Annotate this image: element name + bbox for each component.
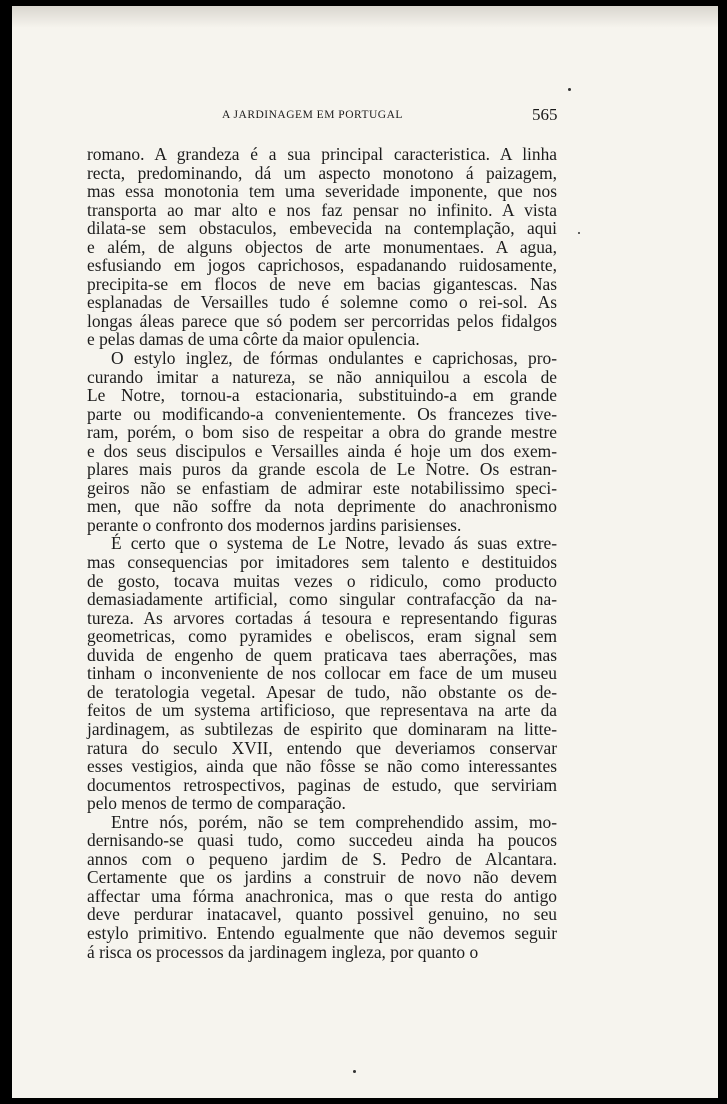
text-line: Entre nós, porém, não se tem comprehendido assim, mo- [111,811,557,832]
paragraph [87,349,557,534]
book-page [12,6,718,1098]
text-line: de gosto, tocava muitas vezes o ridiculo, como producto [87,570,557,591]
speck-mark [568,88,571,91]
text-line: e além, de alguns objectos de arte monumentaes. A agua, [87,236,557,257]
text-line: deve perdurar inatacavel, quanto possivel genuino, no seu [87,904,557,925]
text-line: ratura do seculo XVII, entendo que deveriamos conservar [87,737,557,758]
text-line: e dos seus discipulos e Versailles ainda é hoje um dos exem- [87,440,557,461]
text-line: esplanadas de Versailles tudo é solemne como o rei-sol. As [87,292,557,313]
text-line: tinham o inconveniente de nos collocar em face de um museu [87,663,557,684]
text-line: pelo menos de termo de comparação. [87,793,346,814]
text-line: tureza. As arvores cortadas á tesoura e representando figuras [87,607,557,628]
text-line: men, que não soffre da nota deprimente do anachronismo [87,496,557,517]
text-line: O estylo inglez, de fórmas ondulantes e caprichosas, pro- [111,348,557,369]
text-line: affectar uma fórma anachronica, mas o que resta do antigo [87,885,557,906]
text-line: feitos de um systema artificioso, que representava na arte da [87,700,557,721]
text-line: esfusiando em jogos caprichosos, espadanando ruidosamente, [87,255,557,276]
running-title: A JARDINAGEM EM PORTUGAL [222,109,403,121]
text-line: geiros não se enfastiam de admirar este notabilissimo speci- [87,477,557,498]
text-line: Certamente que os jardins a construir de novo não devem [87,867,557,888]
text-line: parte ou modificando-a convenientemente. Os francezes tive- [87,403,557,424]
text-line: de teratologia vegetal. Apesar de tudo, não obstante os de- [87,681,557,702]
text-line: dilata-se sem obstaculos, embevecida na contemplação, aqui [87,218,557,239]
text-line: Le Notre, tornou-a estacionaria, substituindo-a em grande [87,385,557,406]
text-line: longas áleas parece que só podem ser percorridas pelos fidalgos [87,310,557,331]
speck-mark [353,1070,356,1073]
page-edge-shadow [12,6,718,28]
text-line: jardinagem, as subtilezas de espirito que dominaram na litte- [87,718,557,739]
text-line: esses vestigios, ainda que não fôsse se não como interessantes [87,756,557,777]
text-line: duvida de engenho de quem praticava taes aberrações, mas [87,644,557,665]
text-line: transporta ao mar alto e nos faz pensar no infinito. A vista [87,199,557,220]
paragraph [87,813,557,961]
text-line: perante o confronto dos modernos jardins parisienses. [87,514,462,535]
text-line: dernisando-se quasi tudo, como succedeu ainda ha poucos [87,830,557,851]
text-line: É certo que o systema de Le Notre, levado ás suas extre- [111,533,557,554]
text-line: romano. A grandeza é a sua principal caracteristica. A linha [87,144,557,164]
text-line: mas essa monotonia tem uma severidade imponente, que nos [87,181,557,202]
text-line: demasiadamente artificial, como singular contrafacção da na- [87,589,557,610]
text-line: precipita-se em flocos de neve em bacias gigantescas. Nas [87,273,557,294]
text-line: ram, porém, o bom siso de respeitar a obra do grande mestre [87,422,557,443]
page-number: 565 [532,105,558,124]
text-line: plares mais puros da grande escola de Le Notre. Os estran- [87,459,557,480]
paragraph [87,145,557,349]
page-header [12,107,718,137]
text-line: mas consequencias por imitadores sem talento e destituidos [87,552,557,573]
paragraph [87,534,557,812]
text-line: documentos retrospectivos, paginas de estudo, que serviriam [87,774,557,795]
text-line: e pelas damas de uma côrte da maior opulencia. [87,329,420,350]
text-line: geometricas, como pyramides e obeliscos, eram signal sem [87,626,557,647]
body-text [87,145,557,961]
speck-mark [578,232,580,234]
text-line: recta, predominando, dá um aspecto monotono á paizagem, [87,162,557,183]
text-line: annos com o pequeno jardim de S. Pedro de Alcantara. [87,848,557,869]
text-line: estylo primitivo. Entendo egualmente que não devemos seguir [87,922,557,943]
text-line: curando imitar a natureza, se não anniquilou a escola de [87,366,557,387]
text-line: á risca os processos da jardinagem ingleza, por quanto o [87,941,479,962]
